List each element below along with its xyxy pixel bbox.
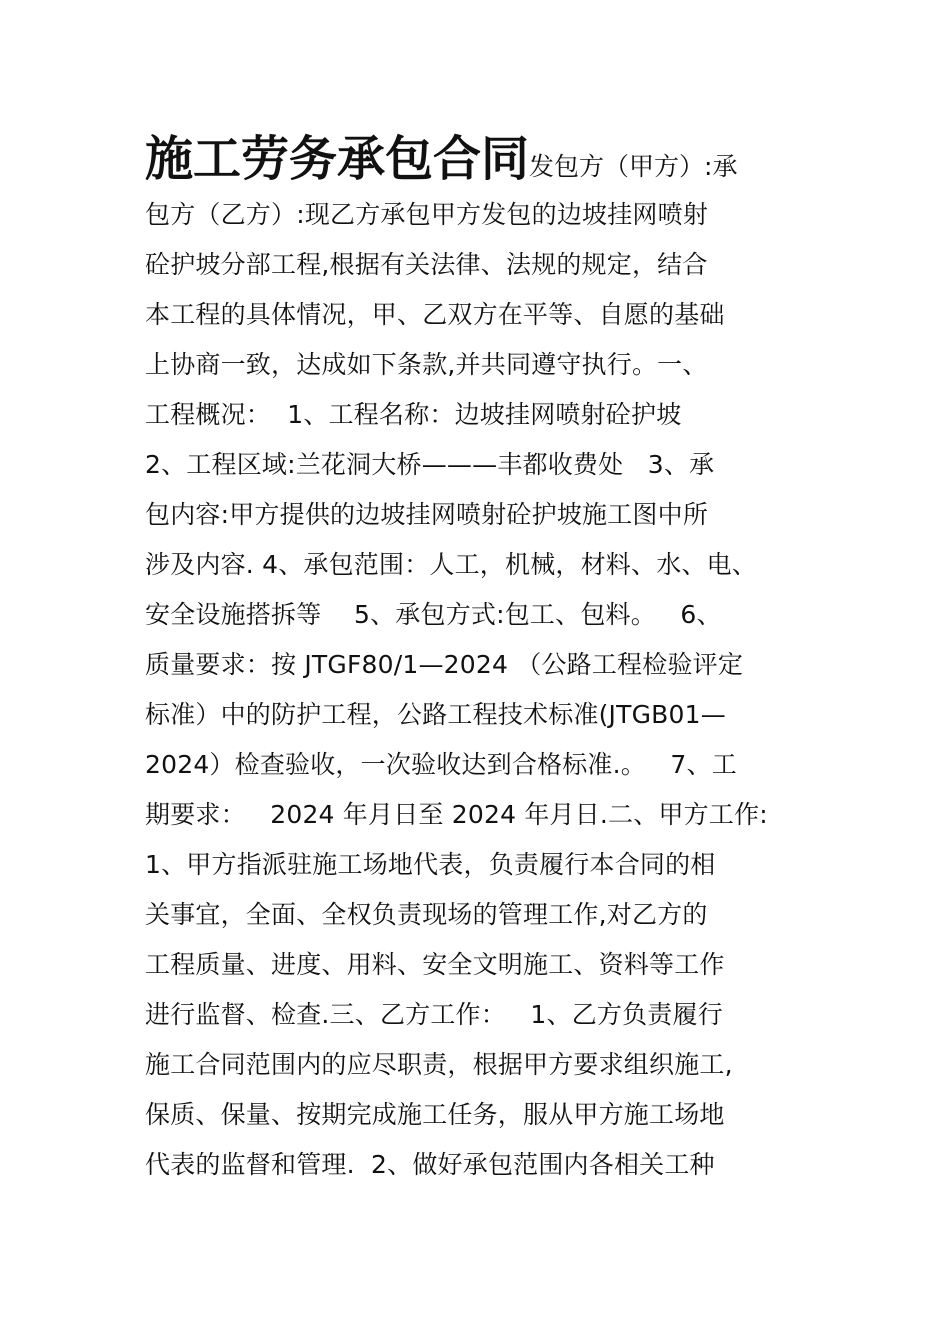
document-body xyxy=(145,128,815,1190)
body-line: 进行监督、检查.三、乙方工作： 1、乙方负责履行 xyxy=(145,1000,723,1029)
body-line: 1、甲方指派驻施工场地代表，负责履行本合同的相 xyxy=(145,850,716,879)
title-line xyxy=(145,128,815,190)
body-line: 关事宜，全面、全权负责现场的管理工作,对乙方的 xyxy=(145,900,708,929)
body-line: 代表的监督和管理. 2、做好承包范围内各相关工种 xyxy=(145,1150,715,1179)
body-line: 保质、保量、按期完成施工任务，服从甲方施工场地 xyxy=(145,1100,725,1129)
body-line: 包内容:甲方提供的边坡挂网喷射砼护坡施工图中所 xyxy=(145,500,709,529)
body-line: 安全设施搭拆等 5、承包方式:包工、包料。 6、 xyxy=(145,600,722,629)
body-line: 工程质量、进度、用料、安全文明施工、资料等工作 xyxy=(145,950,725,979)
body-line: 2、工程区域:兰花洞大桥———丰都收费处 3、承 xyxy=(145,450,715,479)
body-line: 涉及内容. 4、承包范围：人工，机械，材料、水、电、 xyxy=(145,550,758,579)
body-line: 本工程的具体情况，甲、乙双方在平等、自愿的基础 xyxy=(145,300,725,329)
title-line-text: 发包方（甲方）:承 xyxy=(529,152,738,181)
body-line: 包方（乙方）:现乙方承包甲方发包的边坡挂网喷射 xyxy=(145,200,709,229)
body-line: 2024）检查验收，一次验收达到合格标准.。 7、工 xyxy=(145,750,737,779)
body-line: 上协商一致，达成如下条款,并共同遵守执行。一、 xyxy=(145,350,708,379)
body-line: 施工合同范围内的应尽职责，根据甲方要求组织施工, xyxy=(145,1050,733,1079)
body-line: 砼护坡分部工程,根据有关法律、法规的规定，结合 xyxy=(145,250,708,279)
body-line: 工程概况： 1、工程名称：边坡挂网喷射砼护坡 xyxy=(145,400,682,429)
body-line: 标准）中的防护工程，公路工程技术标准(JTGB01— xyxy=(145,700,726,729)
body-line: 期要求： 2024 年月日至 2024 年月日.二、甲方工作: xyxy=(145,800,768,829)
body-line: 质量要求：按 JTGF80/1—2024 （公路工程检验评定 xyxy=(145,650,744,679)
document-title: 施工劳务承包合同 xyxy=(145,131,530,187)
